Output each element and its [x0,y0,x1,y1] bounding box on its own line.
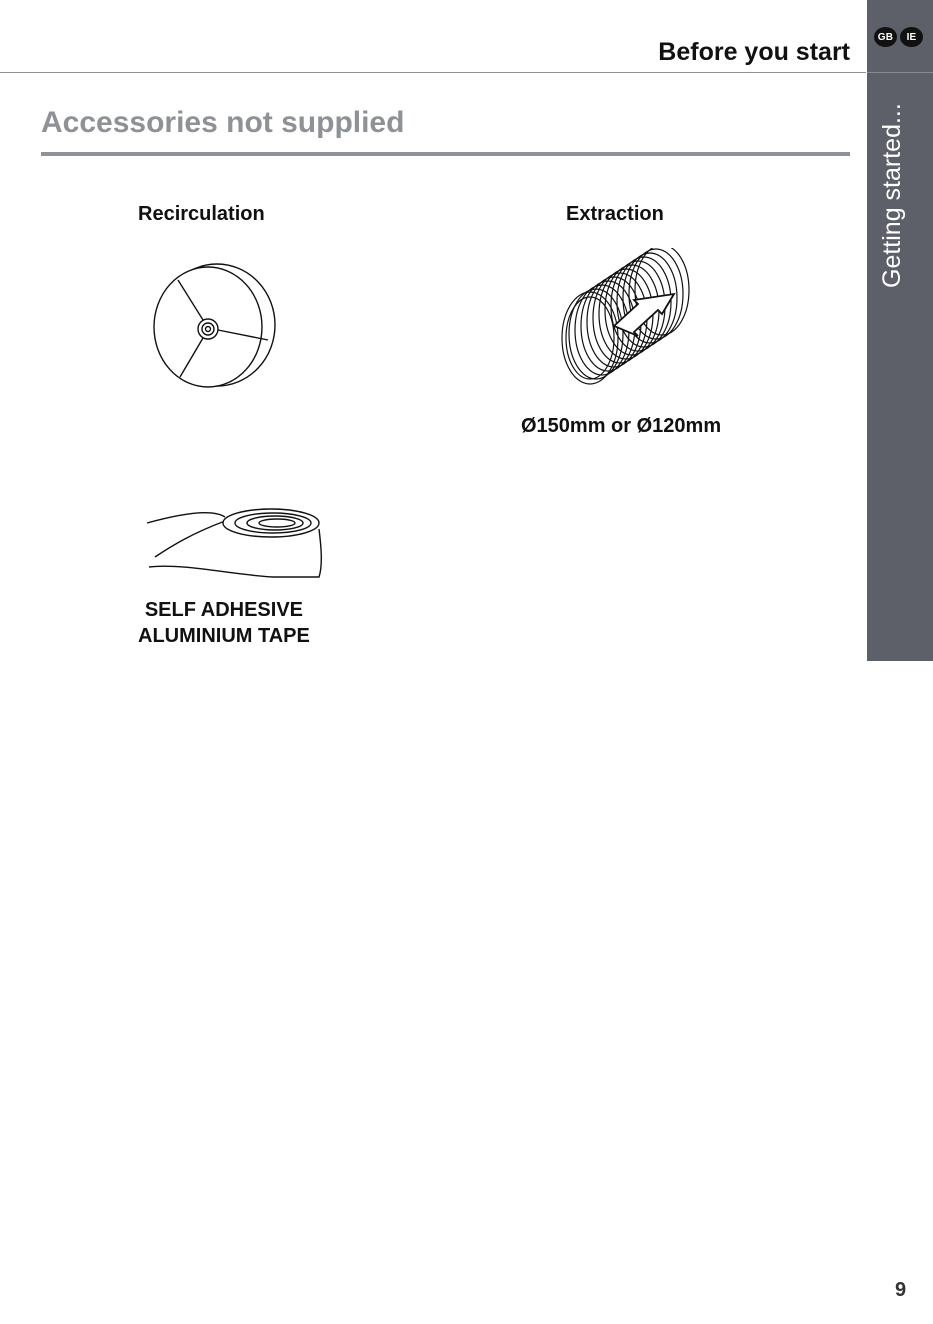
recirculation-label: Recirculation [138,203,265,225]
flexible-duct-icon [550,248,700,388]
side-tab-label: Getting started... [878,103,906,288]
header-rule [0,72,866,73]
section-rule [41,152,850,156]
tape-roll-icon [143,505,328,585]
duct-size-caption: Ø150mm or Ø120mm [521,415,722,437]
flag-gb-badge: GB [874,27,897,47]
tape-label-line-2: ALUMINIUM TAPE [138,625,310,647]
page-header-title: Before you start [658,38,850,66]
tape-label-line-1: SELF ADHESIVE [144,599,304,621]
tape-label [138,597,310,649]
extraction-label: Extraction [566,203,664,225]
page-number: 9 [895,1279,907,1301]
flag-ie-badge: IE [900,27,923,47]
section-title: Accessories not supplied [41,106,405,139]
carbon-filter-icon [150,262,280,392]
